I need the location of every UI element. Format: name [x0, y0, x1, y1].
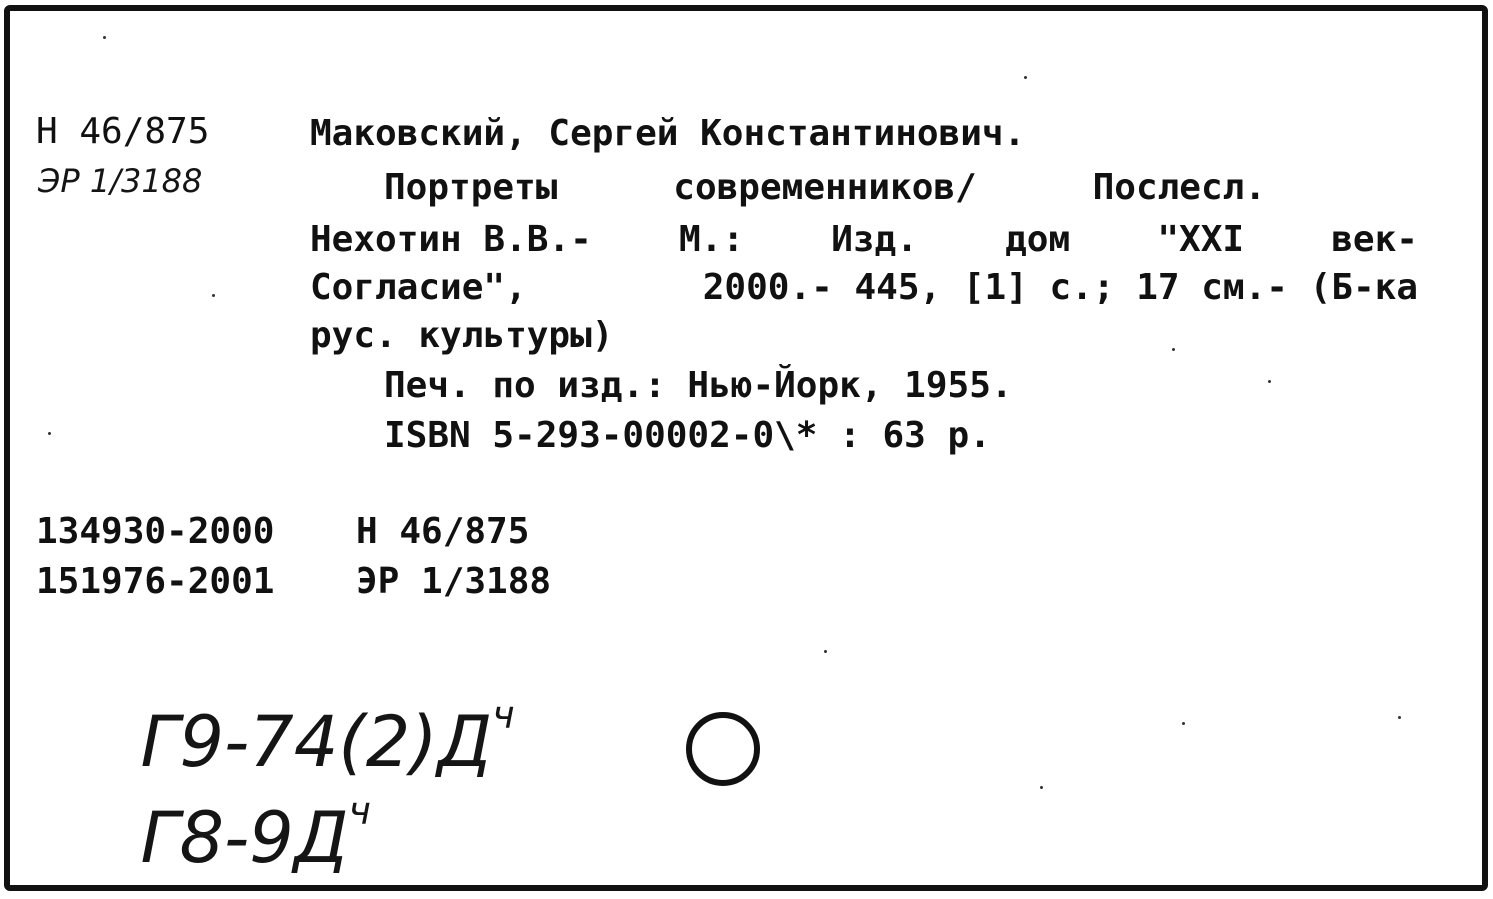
accession-number: 151976-2001 — [36, 561, 275, 602]
publisher-word: Изд. — [831, 219, 918, 260]
publisher-word: век- — [1331, 219, 1418, 260]
title-word: Портреты — [384, 167, 558, 208]
scan-speck — [1182, 722, 1185, 725]
extent-line — [310, 267, 1418, 308]
scan-speck — [1024, 76, 1027, 79]
accession-mark: Н 46/875 — [356, 511, 530, 552]
accession-mark: ЭР 1/3188 — [356, 561, 552, 602]
scan-speck — [212, 294, 215, 297]
publisher-word: дом — [1005, 219, 1071, 260]
circle-stamp — [686, 712, 760, 786]
extent-part: Согласие", — [310, 267, 527, 308]
title-word: Послесл. — [1092, 167, 1266, 208]
author-heading: Маковский, Сергей Константинович. — [310, 113, 1026, 154]
scan-speck — [824, 650, 827, 653]
handwritten-code-text: Г9-74(2)Д — [140, 701, 493, 783]
note-line: Печ. по изд.: Нью-Йорк, 1955. — [384, 365, 1013, 406]
scan-speck — [1398, 716, 1401, 719]
scan-speck — [103, 36, 106, 39]
shelfmark-primary: Н 46/875 — [36, 111, 210, 152]
accession-number: 134930-2000 — [36, 511, 275, 552]
handwritten-code-sup: ч — [348, 789, 371, 833]
scan-speck — [1040, 786, 1043, 789]
scan-speck — [1172, 348, 1175, 351]
publisher-word: М.: — [678, 219, 744, 260]
handwritten-code-text: Г8-9Д — [140, 797, 349, 879]
title-word: современников/ — [673, 167, 977, 208]
publisher-word: "XXI — [1157, 219, 1245, 260]
handwritten-code-2 — [96, 722, 371, 879]
handwritten-code-sup: ч — [492, 693, 515, 737]
publisher-word: Нехотин В.В.- — [310, 219, 592, 260]
extent-part: 2000.- 445, [1] с.; 17 см.- (Б-ка — [702, 267, 1418, 308]
shelfmark-handwritten: ЭР 1/3188 — [38, 162, 203, 200]
scan-speck — [1268, 380, 1271, 383]
isbn-line: ISBN 5-293-00002-0\* : 63 р. — [384, 415, 991, 456]
publisher-line — [310, 219, 1418, 260]
series-line: рус. культуры) — [310, 315, 614, 356]
title-line — [384, 167, 1266, 208]
scan-speck — [48, 432, 51, 435]
